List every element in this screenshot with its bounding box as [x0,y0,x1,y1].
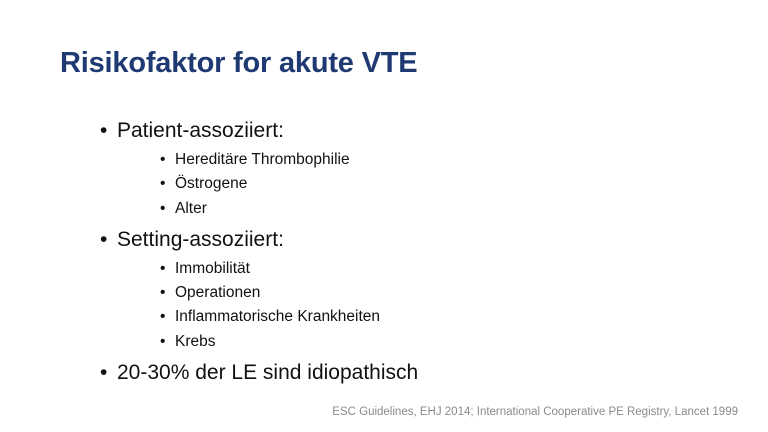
sub-bullet-text: Immobilität [175,259,250,277]
sub-bullet-item [160,257,700,281]
bullet-icon: • [160,199,166,217]
bullet-icon: • [100,361,108,385]
bullet-group [100,360,700,386]
bullet-group [100,227,700,354]
sub-bullet-item [160,197,700,221]
bullet-group [100,118,700,221]
slide-content [100,118,700,386]
sub-bullet-item [160,148,700,172]
sub-bullet-text: Krebs [175,332,216,350]
bullet-icon: • [160,175,166,193]
bullet-icon: • [160,151,166,168]
sub-bullet-text: Inflammatorische Krankheiten [175,308,381,326]
citation-footer: ESC Guidelines, EHJ 2014; International Cooperative PE Registry, Lancet 1999 [332,406,738,418]
bullet-text: 20-30% der LE sind idiopathisch [117,361,419,385]
sub-bullet-item [160,281,700,305]
bullet-text: Setting-assoziiert: [117,227,284,251]
bullet-item-level1 [100,360,700,386]
sub-bullet-list [160,257,700,354]
bullet-icon: • [160,332,166,350]
bullet-icon: • [100,119,108,142]
bullet-item-level1 [100,118,700,144]
bullet-item-level1 [100,227,700,253]
sub-bullet-text: Östrogene [175,175,248,193]
sub-bullet-list [160,148,700,221]
bullet-icon: • [100,227,108,251]
bullet-icon: • [160,284,166,302]
bullet-icon: • [160,308,166,326]
sub-bullet-item [160,172,700,196]
sub-bullet-item [160,305,700,329]
sub-bullet-item [160,330,700,354]
sub-bullet-text: Operationen [175,284,261,302]
sub-bullet-text: Alter [175,199,207,217]
sub-bullet-text: Hereditäre Thrombophilie [175,151,350,168]
bullet-text: Patient-assoziiert: [117,119,284,142]
bullet-icon: • [160,259,166,277]
slide-title: Risikofaktor for akute VTE [60,47,418,79]
